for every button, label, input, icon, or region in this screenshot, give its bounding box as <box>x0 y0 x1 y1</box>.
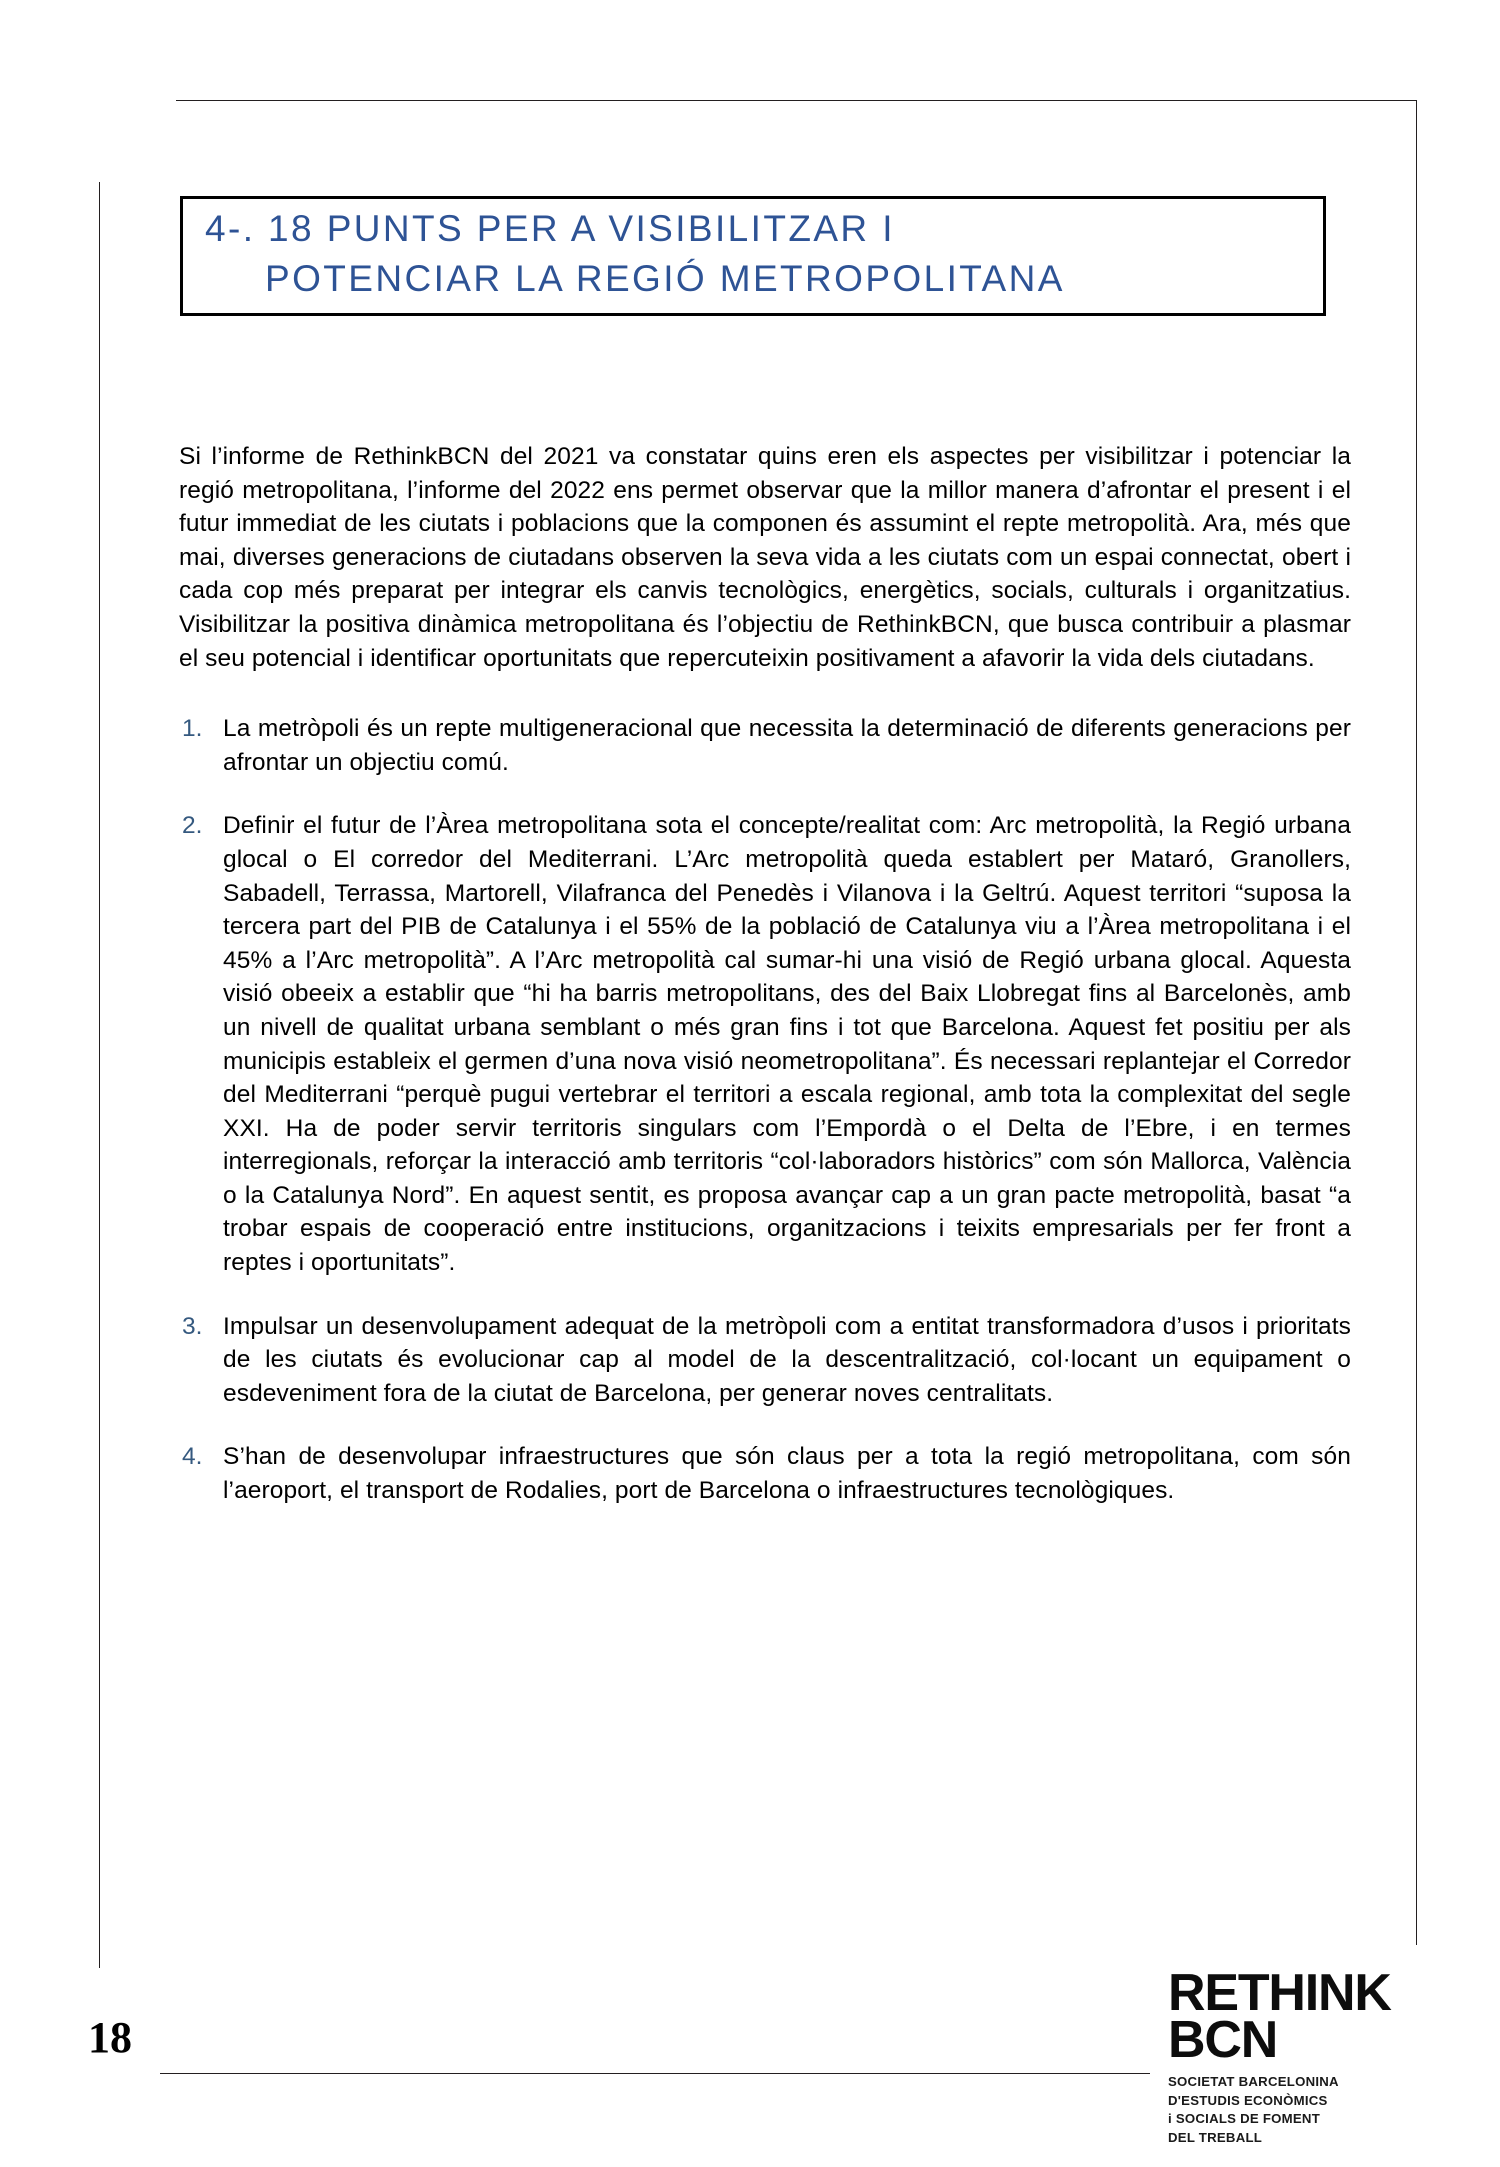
page-right-margin-rule <box>1416 100 1417 1945</box>
list-item-number: 2. <box>182 812 203 840</box>
logo-tagline-line-2: D'ESTUDIS ECONÒMICS <box>1168 2092 1328 2108</box>
page-left-margin-rule <box>99 182 100 1968</box>
logo-tagline-line-3: i SOCIALS DE FOMENT <box>1168 2111 1321 2126</box>
list-item <box>179 712 1351 779</box>
logo-word-bcn: BCN <box>1168 2011 1278 2069</box>
list-item <box>179 809 1351 1279</box>
logo-tagline-line-4: DEL TREBALL <box>1168 2129 1263 2145</box>
rethink-bcn-logo <box>1168 1964 1428 2147</box>
list-item-text: La metròpoli és un repte multigeneracional que necessita la determinació de diferents generacions per afrontar un objectiu comú. <box>223 715 1351 776</box>
list-item-number: 4. <box>182 1443 203 1471</box>
logo-tagline <box>1168 2073 1428 2147</box>
section-title-line-2: POTENCIAR LA REGIÓ METROPOLITANA <box>265 258 1065 299</box>
page-number: 18 <box>88 2013 132 2062</box>
section-title-box <box>180 196 1326 316</box>
logo-word-rethink: RETHINK <box>1168 1964 1391 2022</box>
document-content <box>179 440 1351 1538</box>
list-item-text: Definir el futur de l’Àrea metropolitana sota el concepte/realitat com: Arc metropolità, la Regió urbana glocal o El corredor del Mediterrani. L’Arc metropolità queda establert per Mataró, Granollers, Sabadell, Terrassa, Martorell, Vilafranca del Penedès i Vilanova i la Geltrú. Aquest territori “suposa la tercera part del PIB de Catalunya i el 55% de la població de Catalunya viu a l’Àrea metropolitana i el 45% a l’Arc metropolità”. A l’Arc metropolità cal sumar-hi una visió de Regió urbana glocal. Aquesta visió obeeix a establir que “hi ha barris metropolitans, des del Baix Llobregat fins al Barcelonès, amb un nivell de qualitat urbana semblant o més gran fins i tot que Barcelona. Aquest fet positiu per als municipis estableix el germen d’una nova visió neometropolitana”. És necessari replantejar el Corredor del Mediterrani “perquè pugui vertebrar el territori a escala regional, amb tota la complexitat del segle XXI. Ha de poder servir territoris singulars com l’Empordà o el Delta de l’Ebre, i en termes interregionals, reforçar la interacció amb territoris “col·laboradors històrics” com són Mallorca, València o la Catalunya Nord”. En aquest sentit, es proposa avançar cap a un gran pacte metropolità, basat “a trobar espais de cooperació entre institucions, organitzacions i teixits empresarials per fer front a reptes i oportunitats”. <box>223 812 1351 1277</box>
section-title-line-1: 4-. 18 PUNTS PER A VISIBILITZAR I <box>205 208 895 249</box>
list-item <box>179 1440 1351 1507</box>
list-item <box>179 1310 1351 1411</box>
list-item-number: 1. <box>182 715 203 743</box>
page-top-rule <box>176 100 1416 101</box>
list-item-text: S’han de desenvolupar infraestructures que són claus per a tota la regió metropolitana, com són l’aeroport, el transport de Rodalies, port de Barcelona o infraestructures tecnològiques. <box>223 1443 1351 1505</box>
numbered-points-list <box>179 712 1351 1507</box>
intro-paragraph: Si l’informe de RethinkBCN del 2021 va constatar quins eren els aspectes per visibilitzar i potenciar la regió metropolitana, l’informe del 2022 ens permet observar que la millor manera d’afrontar el present i el futur immediat de les ciutats i poblacions que la componen és assumint el repte metropolità. Ara, més que mai, diverses generacions de ciutadans observen la seva vida a les ciutats com un espai connectat, obert i cada cop més preparat per integrar els canvis tecnològics, energètics, socials, culturals i organitzatius. Visibilitzar la positiva dinàmica metropolitana és l’objectiu de RethinkBCN, que busca contribuir a plasmar el seu potencial i identificar oportunitats que repercuteixin positivament a afavorir la vida dels ciutadans. <box>179 443 1351 672</box>
footer-rule <box>160 2073 1150 2074</box>
logo-tagline-line-1: SOCIETAT BARCELONINA <box>1168 2074 1339 2089</box>
list-item-text: Impulsar un desenvolupament adequat de la metròpoli com a entitat transformadora d’usos i prioritats de les ciutats és evolucionar cap al model de la descentralització, col·locant un equipament o esdeveniment fora de la ciutat de Barcelona, per generar noves centralitats. <box>223 1312 1351 1407</box>
list-item-number: 3. <box>182 1312 203 1340</box>
